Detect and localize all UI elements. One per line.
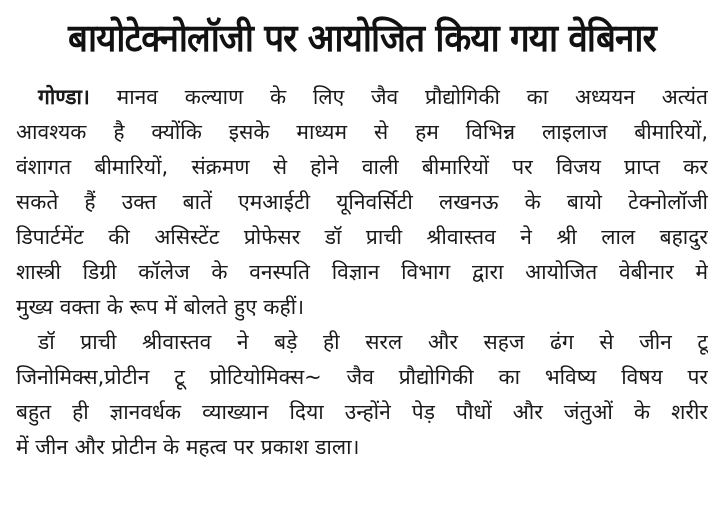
headline: बायोटेक्नोलॉजी पर आयोजित किया गया वेबिनार [68,16,656,60]
article-body [16,80,708,465]
paragraph-1-line [16,80,708,115]
paragraph-1-line: शास्त्री डिग्री कॉलेज के वनस्पति विज्ञान विभाग द्वारा आयोजित वेबीनार मे [16,260,708,284]
paragraph-1-line: सकते हैं उक्त बातें एमआईटी यूनिवर्सिटी लखनऊ के बायो टेक्नोलॉजी [16,190,708,214]
line-text: डॉ प्राची श्रीवास्तव ने बड़े ही सरल और सहज ढंग से जीन टू [38,330,708,354]
paragraph-2-line: जिनोमिक्स,प्रोटीन टू प्रोटियोमिक्स~ जैव प्रौद्योगिकी का भविष्य विषय पर [16,365,708,389]
line-text: मानव कल्याण के लिए जैव प्रौद्योगिकी का अध्ययन अत्यंत [116,85,708,109]
paragraph-1-line: आवश्यक है क्योंकि इसके माध्यम से हम विभिन्न लाइलाज बीमारियों, [16,120,708,144]
paragraph-2-line: बहुत ही ज्ञानवर्धक व्याख्यान दिया उन्होंने पेड़ पौधों और जंतुओं के शरीर [16,400,708,424]
dateline: गोण्डा। [38,85,90,109]
paragraph-1-line: मुख्य वक्ता के रूप में बोलते हुए कहीं। [16,295,305,319]
paragraph-1-line: डिपार्टमेंट की असिस्टेंट प्रोफेसर डॉ प्राची श्रीवास्तव ने श्री लाल बहादुर [16,225,708,249]
paragraph-2-line: में जीन और प्रोटीन के महत्व पर प्रकाश डाला। [16,435,360,459]
paragraph-2-line [16,325,708,360]
paragraph-1-line: वंशागत बीमारियों, संक्रमण से होने वाली बीमारियों पर विजय प्राप्त कर [16,155,708,179]
paragraph-2 [16,325,708,465]
paragraph-1 [16,80,708,325]
